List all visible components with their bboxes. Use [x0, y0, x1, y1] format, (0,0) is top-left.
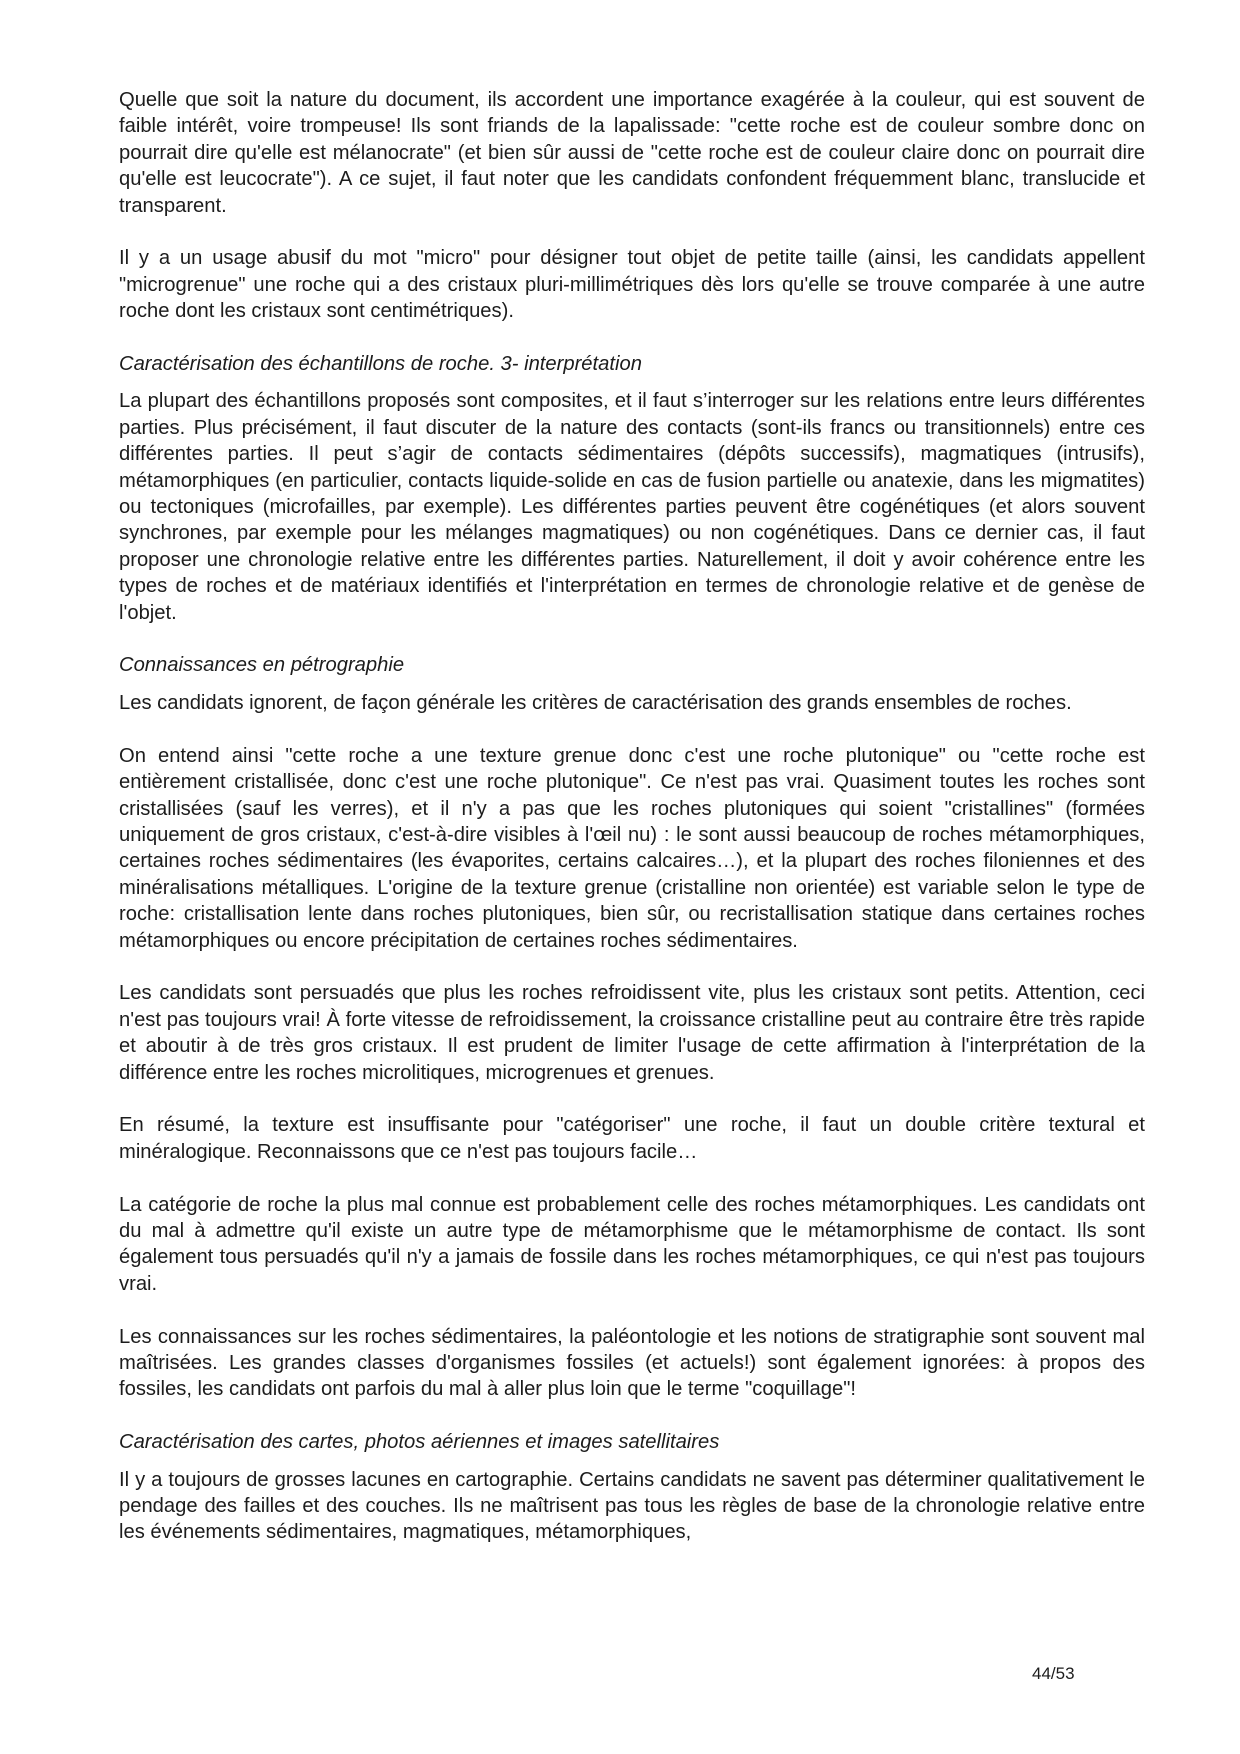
paragraph-texture: On entend ainsi "cette roche a une texture grenue donc c'est une roche plutonique" ou "cette roche est entièrement cristallisée, donc c'est une roche plutonique". Ce n'est pas vrai. Quasiment toutes les roches sont cristallisées (sauf les verres), et il n'y a pas que les roches plutoniques qui soient "cristallines" (formées uniquement de gros cristaux, c'est-à-dire visibles à l'œil nu) : le sont aussi beaucoup de roches métamorphiques, certaines roches sédimentaires (les évaporites, certains calcaires…), et la plupart des roches filoniennes et des minéralisations métalliques. L'origine de la texture grenue (cristalline non orientée) est variable selon le type de roche: cristallisation lente dans roches plutoniques, bien sûr, ou recristallisation statique dans certaines roches métamorphiques ou encore précipitation de certaines roches sédimentaires.	[119, 744, 1145, 952]
paragraph-petrography-intro: Les candidats ignorent, de façon générale les critères de caractérisation des grands ensembles de roches.	[119, 691, 1072, 714]
section-heading-interpretation: Caractérisation des échantillons de roche. 3- interprétation	[119, 353, 642, 376]
paragraph-micro: Il y a un usage abusif du mot "micro" pour désigner tout objet de petite taille (ainsi, les candidats appellent "microgrenue" une roche qui a des cristaux pluri-millimétriques dès lors qu'elle se trouve comparée à une autre roche dont les cristaux sont centimétriques).	[119, 247, 1145, 323]
paragraph-interpretation: La plupart des échantillons proposés sont composites, et il faut s’interroger sur les relations entre leurs différentes parties. Plus précisément, il faut discuter de la nature des contacts (sont-ils francs ou transitionnels) entre ces différentes parties. Il peut s’agir de contacts sédimentaires (dépôts successifs), magmatiques (intrusifs), métamorphiques (en particulier, contacts liquide-solide en cas de fusion partielle ou anatexie, dans les migmatites) ou tectoniques (microfailles, par exemple). Les différentes parties peuvent être cogénétiques (et alors souvent synchrones, par exemple pour les mélanges magmatiques) ou non cogénétiques. Dans ce dernier cas, il faut proposer une chronologie relative entre les différentes parties. Naturellement, il doit y avoir cohérence entre les types de roches et de matériaux identifiés et l'interprétation en termes de chronologie relative et de genèse de l'objet.	[119, 390, 1145, 624]
section-heading-petrography: Connaissances en pétrographie	[119, 654, 405, 677]
document-body	[119, 87, 1145, 1546]
paragraph-summary: En résumé, la texture est insuffisante pour "catégoriser" une roche, il faut un double critère textural et minéralogique. Reconnaissons que ce n'est pas toujours facile…	[119, 1114, 1145, 1163]
paragraph-cooling: Les candidats sont persuadés que plus les roches refroidissent vite, plus les cristaux sont petits. Attention, ceci n'est pas toujours vrai! À forte vitesse de refroidissement, la croissance cristalline peut au contraire être très rapide et aboutir à de très gros cristaux. Il est prudent de limiter l'usage de cette affirmation à l'interprétation de la différence entre les roches microlitiques, microgrenues et grenues.	[119, 982, 1145, 1084]
paragraph-sedimentary: Les connaissances sur les roches sédimentaires, la paléontologie et les notions de stratigraphie sont souvent mal maîtrisées. Les grandes classes d'organismes fossiles (et actuels!) sont également ignorées: à propos des fossiles, les candidats ont parfois du mal à aller plus loin que le terme "coquillage"!	[119, 1325, 1145, 1401]
paragraph-metamorphic: La catégorie de roche la plus mal connue est probablement celle des roches métamorphiques. Les candidats ont du mal à admettre qu'il existe un autre type de métamorphisme que le métamorphisme de contact. Ils sont également tous persuadés qu'il n'y a jamais de fossile dans les roches métamorphiques, ce qui n'est pas toujours vrai.	[119, 1193, 1145, 1295]
paragraph-cartography: Il y a toujours de grosses lacunes en cartographie. Certains candidats ne savent pas déterminer qualitativement le pendage des failles et des couches. Ils ne maîtrisent pas tous les règles de base de la chronologie relative entre les événements sédimentaires, magmatiques, métamorphiques,	[119, 1468, 1145, 1544]
page-number: 44/53	[1032, 1664, 1075, 1683]
section-heading-maps: Caractérisation des cartes, photos aériennes et images satellitaires	[119, 1431, 720, 1454]
paragraph-color: Quelle que soit la nature du document, ils accordent une importance exagérée à la couleur, qui est souvent de faible intérêt, voire trompeuse! Ils sont friands de la lapalissade: "cette roche est de couleur sombre donc on pourrait dire qu'elle est mélanocrate" (et bien sûr aussi de "cette roche est de couleur claire donc on pourrait dire qu'elle est leucocrate"). A ce sujet, il faut noter que les candidats confondent fréquemment blanc, translucide et transparent.	[119, 89, 1145, 217]
